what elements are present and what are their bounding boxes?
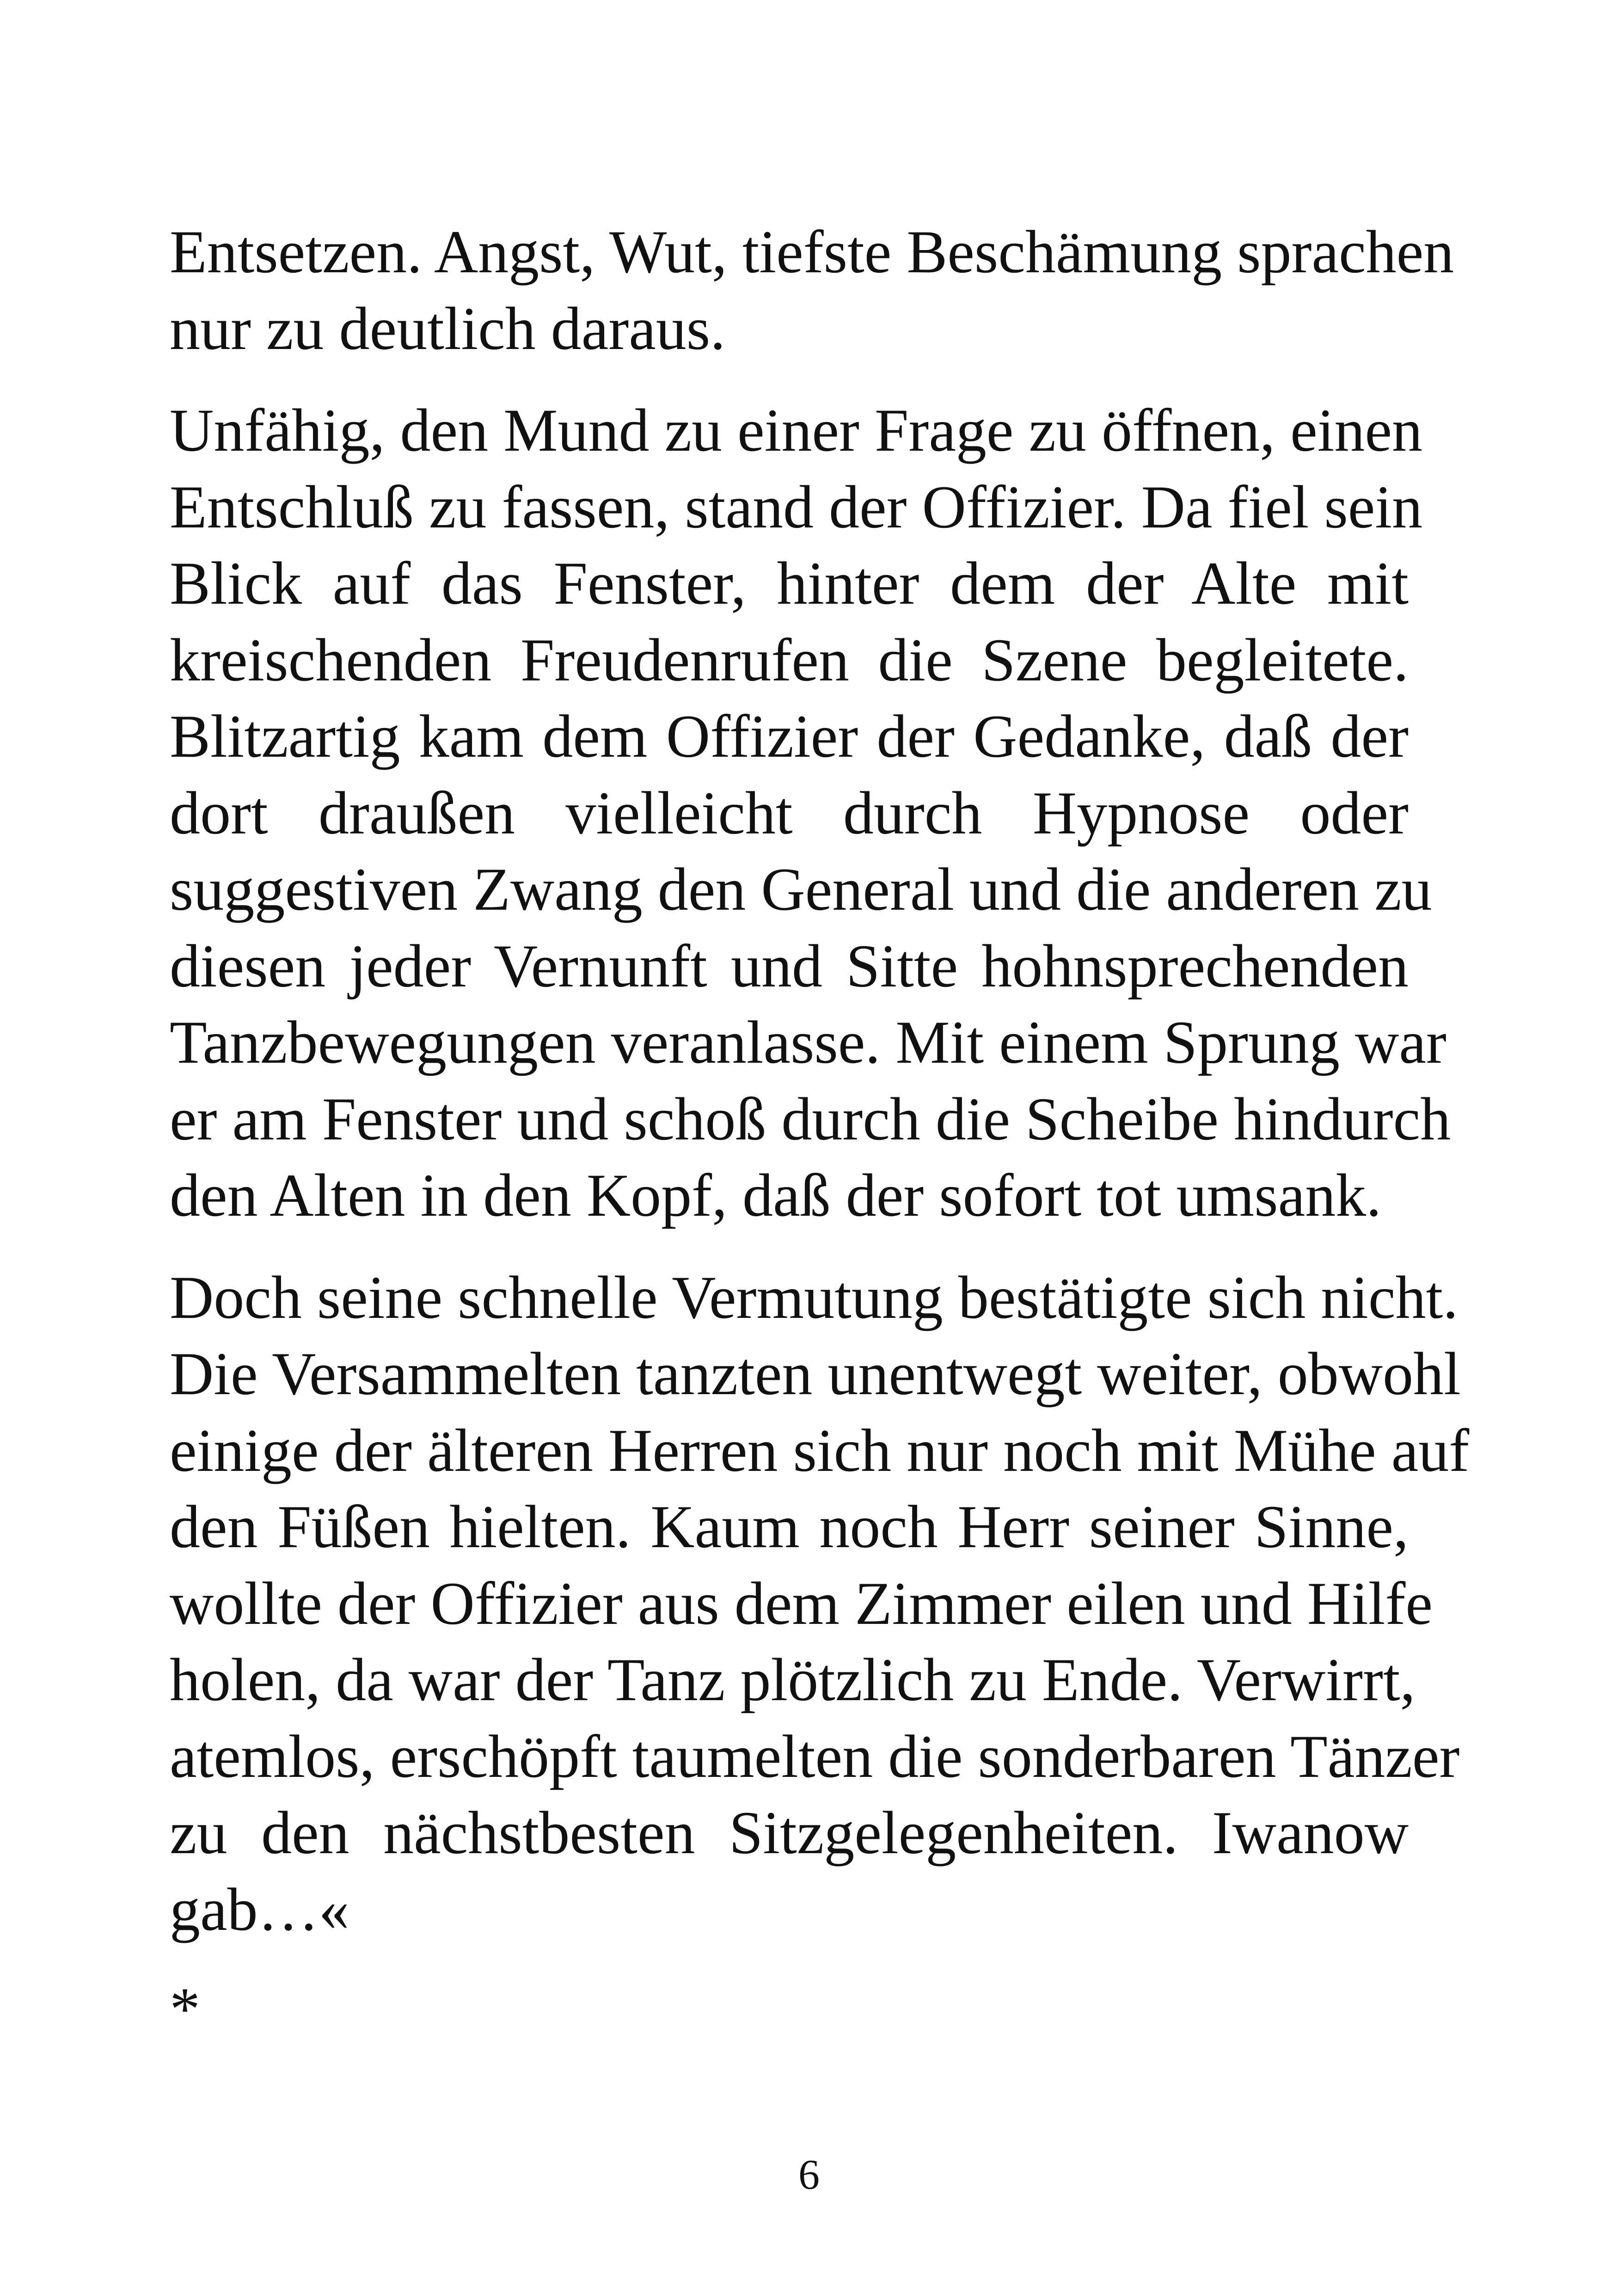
text-line: Tanzbewegungen veranlasse. Mit einem Sprung war xyxy=(170,1008,1446,1076)
text-line: Entschluß zu fassen, stand der Offizier. Da fiel sein xyxy=(170,472,1423,541)
section-separator: * xyxy=(170,1975,200,2043)
paragraph-3 xyxy=(170,1259,1470,1948)
text-line: zu den nächstbesten Sitzgelegenheiten. Iwanow xyxy=(170,1799,1409,1867)
text-line: den Füßen hielten. Kaum noch Herr seiner Sinne, xyxy=(170,1493,1409,1561)
text-line: nur zu deutlich daraus. xyxy=(170,294,726,362)
text-line: Blitzartig kam dem Offizier der Gedanke, daß der xyxy=(170,702,1409,770)
text-line: er am Fenster und schoß durch die Scheibe hindurch xyxy=(170,1084,1451,1153)
text-line: dort draußen vielleicht durch Hypnose oder xyxy=(170,778,1409,847)
text-line: diesen jeder Vernunft und Sitte hohnsprechenden xyxy=(170,931,1409,1000)
paragraph-1 xyxy=(170,214,1454,367)
text-line: Blick auf das Fenster, hinter dem der Alte mit xyxy=(170,549,1409,617)
body-text xyxy=(170,214,1470,1973)
text-line: holen, da war der Tanz plötzlich zu Ende. Verwirrt, xyxy=(170,1646,1416,1714)
paragraph-2 xyxy=(170,392,1451,1234)
page-number: 6 xyxy=(798,2151,820,2198)
text-line: gab…« xyxy=(170,1875,349,1943)
text-line: kreischenden Freudenrufen die Szene begleitete. xyxy=(170,625,1409,694)
text-line: Doch seine schnelle Vermutung bestätigte sich nicht. xyxy=(170,1263,1459,1331)
text-line: den Alten in den Kopf, daß der sofort tot umsank. xyxy=(170,1161,1382,1229)
text-line: Entsetzen. Angst, Wut, tiefste Beschämung sprachen xyxy=(170,218,1454,286)
text-line: einige der älteren Herren sich nur noch mit Mühe auf xyxy=(170,1416,1470,1484)
text-line: suggestiven Zwang den General und die anderen zu xyxy=(170,855,1432,923)
text-line: atemlos, erschöpft taumelten die sonderbaren Tänzer xyxy=(170,1722,1460,1790)
text-line: Die Versammelten tanzten unentwegt weiter, obwohl xyxy=(170,1340,1461,1408)
text-line: wollte der Offizier aus dem Zimmer eilen und Hilfe xyxy=(170,1569,1433,1637)
text-line: Unfähig, den Mund zu einer Frage zu öffnen, einen xyxy=(170,396,1422,464)
